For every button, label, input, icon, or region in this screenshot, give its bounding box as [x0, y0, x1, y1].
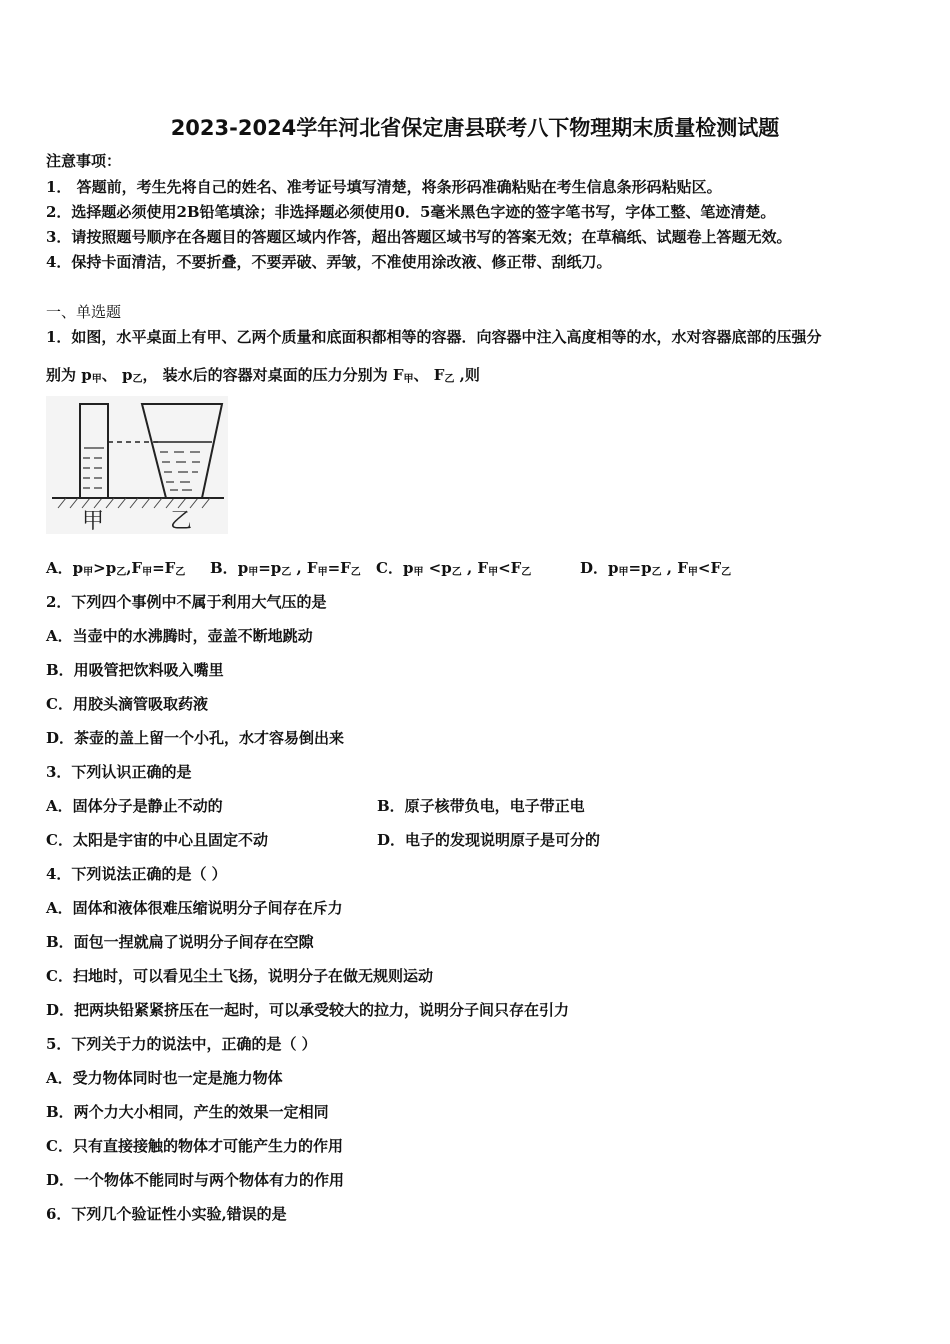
section-heading: 一、单选题 — [46, 303, 122, 321]
notice-heading: 注意事项： — [46, 152, 122, 170]
question-6-stem: 6．下列几个验证性小实验,错误的是 — [46, 1205, 287, 1223]
question-1-option-b[interactable]: B．$p_甲=p_乙$ , $F_甲=F_乙$ — [210, 559, 361, 578]
question-4-option-d[interactable]: D．把两块铅紧紧挤压在一起时，可以承受较大的拉力，说明分子间只存在引力 — [46, 1001, 570, 1019]
figure-background — [46, 396, 228, 534]
question-2-option-d[interactable]: D．茶壶的盖上留一个小孔，水才容易倒出来 — [46, 729, 345, 747]
question-4-stem: 4．下列说法正确的是（ ） — [46, 865, 227, 883]
question-5-option-d[interactable]: D．一个物体不能同时与两个物体有力的作用 — [46, 1171, 345, 1189]
page-title: 2023-2024学年河北省保定唐县联考八下物理期末质量检测试题 — [170, 116, 780, 140]
question-3-option-a[interactable]: A．固体分子是静止不动的 — [46, 797, 223, 815]
question-5-stem: 5．下列关于力的说法中，正确的是（ ） — [46, 1035, 317, 1053]
label-jia: 甲 — [82, 509, 105, 534]
notice-item: 2．选择题必须使用2B铅笔填涂；非选择题必须使用0．5毫米黑色字迹的签字笔书写，字体工整、笔迹清楚。 — [46, 203, 776, 221]
question-1-stem-line2: 别为 $p_甲$、 $p_乙$， 装水后的容器对桌面的压力分别为 $F_甲$、 $F_乙$ ,则 — [46, 366, 480, 385]
question-5-option-b[interactable]: B．两个力大小相同，产生的效果一定相同 — [46, 1103, 329, 1121]
question-4-option-c[interactable]: C．扫地时，可以看见尘土飞扬，说明分子在做无规则运动 — [46, 967, 433, 985]
label-yi: 乙 — [170, 509, 193, 534]
question-2-option-c[interactable]: C．用胶头滴管吸取药液 — [46, 695, 208, 713]
question-4-option-a[interactable]: A．固体和液体很难压缩说明分子间存在斥力 — [46, 899, 343, 917]
question-5-option-a[interactable]: A．受力物体同时也一定是施力物体 — [46, 1069, 283, 1087]
question-3-option-c[interactable]: C．太阳是宇宙的中心且固定不动 — [46, 831, 268, 849]
question-4-option-b[interactable]: B．面包一捏就扁了说明分子间存在空隙 — [46, 933, 314, 951]
question-2-stem: 2．下列四个事例中不属于利用大气压的是 — [46, 593, 327, 611]
question-5-option-c[interactable]: C．只有直接接触的物体才可能产生力的作用 — [46, 1137, 343, 1155]
containers-figure — [46, 396, 228, 534]
question-3-option-b[interactable]: B．原子核带负电，电子带正电 — [377, 797, 585, 815]
question-3-option-d[interactable]: D．电子的发现说明原子是可分的 — [377, 831, 601, 849]
question-2-option-b[interactable]: B．用吸管把饮料吸入嘴里 — [46, 661, 224, 679]
question-1-option-c[interactable]: C．$p_甲 <p_乙$ , $F_甲<F_乙$ — [376, 559, 532, 578]
question-3-stem: 3．下列认识正确的是 — [46, 763, 192, 781]
question-1-stem: 1．如图，水平桌面上有甲、乙两个质量和底面积都相等的容器．向容器中注入高度相等的水，水对容器底部的压强分 — [46, 328, 822, 346]
notice-item: 4．保持卡面清洁，不要折叠，不要弄破、弄皱，不准使用涂改液、修正带、刮纸刀。 — [46, 253, 612, 271]
notice-item: 3．请按照题号顺序在各题目的答题区域内作答，超出答题区域书写的答案无效；在草稿纸、试题卷上答题无效。 — [46, 228, 792, 246]
question-1-option-d[interactable]: D．$p_甲=p_乙$ , $F_甲<F_乙$ — [580, 559, 732, 578]
question-1-option-a[interactable]: A．$p_甲>p_乙,F_甲=F_乙$ — [46, 559, 186, 578]
notice-item: 1． 答题前，考生先将自己的姓名、准考证号填写清楚，将条形码准确粘贴在考生信息条形码粘贴区。 — [46, 178, 722, 196]
question-2-option-a[interactable]: A．当壶中的水沸腾时，壶盖不断地跳动 — [46, 627, 313, 645]
